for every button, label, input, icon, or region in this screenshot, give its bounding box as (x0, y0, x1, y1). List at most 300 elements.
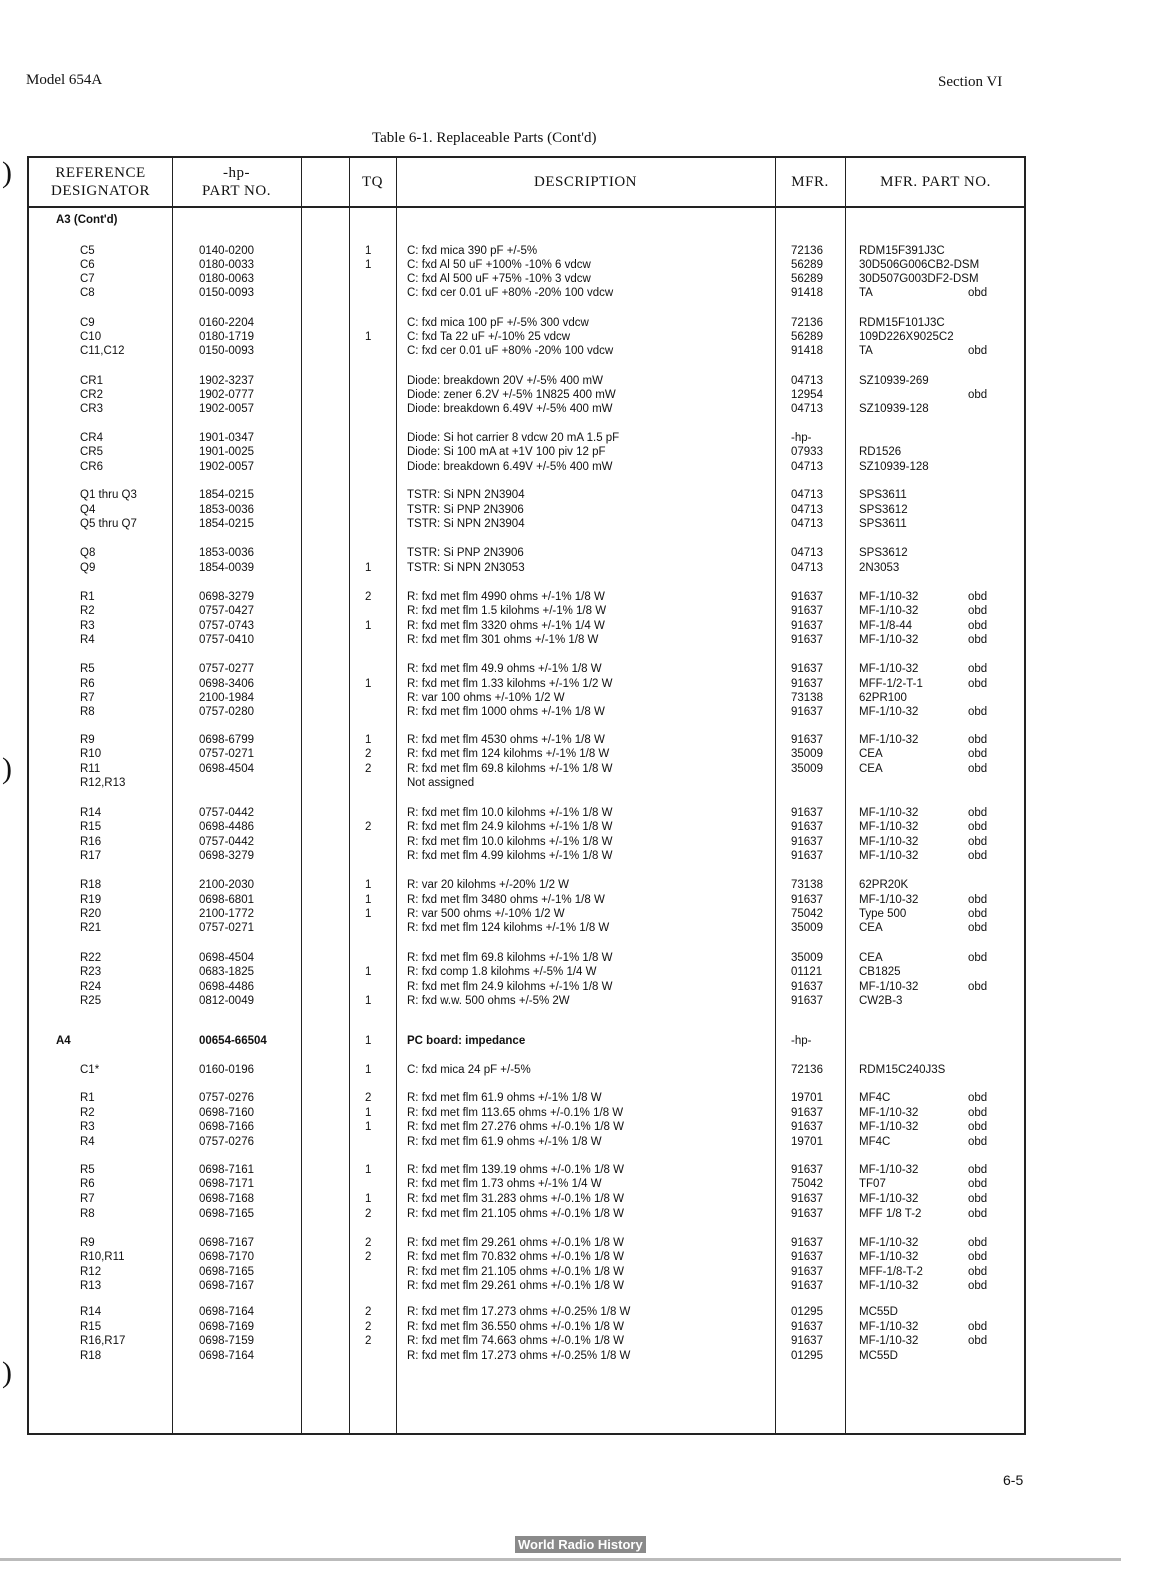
table-row (29, 1305, 1024, 1319)
mfr-cell: 56289 (791, 331, 823, 343)
col-header-tq (349, 158, 396, 206)
tq-cell: 1 (365, 908, 372, 920)
reference-cell: R7 (80, 692, 95, 704)
part-number-cell: 0150-0093 (199, 345, 254, 357)
description-cell: C: fxd mica 24 pF +/-5% (407, 1064, 531, 1076)
table-row (29, 1163, 1024, 1177)
obd-cell: obd (968, 1092, 988, 1104)
part-number-cell: 0812-0049 (199, 995, 254, 1007)
obd-cell: obd (968, 634, 988, 646)
reference-cell: R15 (80, 821, 102, 833)
reference-cell: R14 (80, 807, 102, 819)
part-number-cell: 0698-4504 (199, 952, 254, 964)
table-row (29, 677, 1024, 691)
description-cell: Diode: Si hot carrier 8 vdcw 20 mA 1.5 pF (407, 432, 620, 444)
reference-cell: R8 (80, 706, 95, 718)
mfr-cell: 91637 (791, 663, 823, 675)
part-number-cell: 0757-0276 (199, 1136, 254, 1148)
reference-cell: R21 (80, 922, 102, 934)
tq-cell: 1 (365, 678, 372, 690)
col-header-description-text: DESCRIPTION (533, 174, 637, 190)
reference-cell: CR3 (80, 403, 104, 415)
description-cell: R: fxd met flm 113.65 ohms +/-0.1% 1/8 W (407, 1107, 624, 1119)
part-number-cell: 2100-1772 (199, 908, 254, 920)
mfr-cell: 04713 (791, 403, 823, 415)
mfr-part-number-cell: MF-1/10-32 (859, 1335, 919, 1347)
description-cell: TSTR: Si PNP 2N3906 (407, 547, 524, 559)
reference-cell: R1 (80, 591, 95, 603)
mfr-cell: 01121 (791, 966, 823, 978)
obd-cell: obd (968, 1121, 988, 1133)
part-number-cell: 0757-0410 (199, 634, 254, 646)
part-number-cell: 0140-0200 (199, 245, 254, 257)
model-label: Model 654A (26, 72, 103, 88)
reference-cell: C1* (80, 1064, 100, 1076)
reference-cell: R5 (80, 663, 95, 675)
part-number-cell: 1902-3237 (199, 375, 254, 387)
part-number-cell: 0757-0276 (199, 1092, 254, 1104)
mfr-part-number-cell: 62PR100 (859, 692, 907, 704)
part-number-cell: 0698-7165 (199, 1266, 254, 1278)
col-header-reference (29, 158, 172, 206)
part-number-cell: 0698-3279 (199, 591, 254, 603)
obd-cell: obd (968, 1193, 988, 1205)
description-cell: C: fxd mica 390 pF +/-5% (407, 245, 538, 257)
reference-cell: CR6 (80, 461, 104, 473)
reference-cell: C9 (80, 317, 95, 329)
mfr-part-number-cell: 30D506G006CB2-DSM (859, 259, 980, 271)
description-cell: R: fxd met flm 1.5 kilohms +/-1% 1/8 W (407, 605, 607, 617)
obd-cell: obd (968, 1251, 988, 1263)
description-cell: C: fxd cer 0.01 uF +80% -20% 100 vdcw (407, 287, 614, 299)
description-cell: R: fxd met flm 124 kilohms +/-1% 1/8 W (407, 748, 610, 760)
mfr-cell: 04713 (791, 518, 823, 530)
table-row (29, 878, 1024, 892)
description-cell: R: fxd met flm 61.9 ohms +/-1% 1/8 W (407, 1092, 602, 1104)
table-row (29, 374, 1024, 388)
obd-cell: obd (968, 981, 988, 993)
part-number-cell: 0698-7164 (199, 1306, 254, 1318)
mfr-part-number-cell: CEA (859, 952, 883, 964)
col-header-description (396, 158, 775, 206)
description-cell: R: fxd met flm 36.550 ohms +/-0.1% 1/8 W (407, 1321, 624, 1333)
tq-cell: 1 (365, 331, 372, 343)
mfr-part-number-cell: MF-1/10-32 (859, 1251, 919, 1263)
description-cell: R: fxd met flm 69.8 kilohms +/-1% 1/8 W (407, 952, 613, 964)
part-number-cell: 0698-7171 (199, 1178, 254, 1190)
mfr-cell: 75042 (791, 1178, 823, 1190)
part-number-cell: 0150-0093 (199, 287, 254, 299)
col-header-mfr-part-text: MFR. PART NO. (880, 174, 991, 190)
header-rule (29, 206, 1024, 208)
part-number-cell: 0698-7170 (199, 1251, 254, 1263)
description-cell: R: fxd met flm 49.9 ohms +/-1% 1/8 W (407, 663, 602, 675)
part-number-cell: 1853-0036 (199, 547, 254, 559)
reference-cell: R4 (80, 1136, 95, 1148)
tq-cell: 1 (365, 245, 372, 257)
description-cell: R: fxd met flm 17.273 ohms +/-0.25% 1/8 W (407, 1306, 631, 1318)
description-cell: R: fxd met flm 29.261 ohms +/-0.1% 1/8 W (407, 1280, 624, 1292)
table-row (29, 431, 1024, 445)
table-row (29, 1091, 1024, 1105)
mfr-cell: 91637 (791, 1193, 823, 1205)
part-number-cell: 0698-4504 (199, 763, 254, 775)
description-cell: R: fxd met flm 61.9 ohms +/-1% 1/8 W (407, 1136, 602, 1148)
obd-cell: obd (968, 1208, 988, 1220)
mfr-cell: 91637 (791, 1280, 823, 1292)
reference-cell: R24 (80, 981, 102, 993)
description-cell: R: fxd met flm 69.8 kilohms +/-1% 1/8 W (407, 763, 613, 775)
mfr-cell: 72136 (791, 245, 823, 257)
table-row (29, 604, 1024, 618)
mfr-part-number-cell: RD1526 (859, 446, 902, 458)
table-row (29, 488, 1024, 502)
mfr-part-number-cell: MF-1/10-32 (859, 634, 919, 646)
description-cell: R: fxd met flm 74.663 ohms +/-0.1% 1/8 W (407, 1335, 624, 1347)
mfr-part-number-cell: MF-1/10-32 (859, 1237, 919, 1249)
mfr-cell: 91637 (791, 591, 823, 603)
table-row (29, 286, 1024, 300)
reference-cell: R12 (80, 1266, 102, 1278)
description-cell: R: fxd met flm 10.0 kilohms +/-1% 1/8 W (407, 807, 613, 819)
reference-cell: Q8 (80, 547, 96, 559)
mfr-cell: 91637 (791, 850, 823, 862)
table-row (29, 1334, 1024, 1348)
reference-cell: R18 (80, 1350, 102, 1362)
tq-cell: 2 (365, 821, 372, 833)
reference-cell: C7 (80, 273, 95, 285)
reference-cell: CR4 (80, 432, 104, 444)
reference-cell: R19 (80, 894, 102, 906)
description-cell: R: fxd met flm 21.105 ohms +/-0.1% 1/8 W (407, 1208, 624, 1220)
mfr-part-number-cell: 30D507G003DF2-DSM (859, 273, 979, 285)
mfr-part-number-cell: MF-1/10-32 (859, 1193, 919, 1205)
description-cell: R: fxd met flm 1.73 ohms +/-1% 1/4 W (407, 1178, 602, 1190)
reference-cell: R14 (80, 1306, 102, 1318)
description-cell: PC board: impedance (407, 1035, 526, 1047)
table-row (29, 907, 1024, 921)
reference-cell: R16,R17 (80, 1335, 126, 1347)
mfr-cell: 91637 (791, 605, 823, 617)
obd-cell: obd (968, 1335, 988, 1347)
reference-cell: R3 (80, 620, 95, 632)
description-cell: R: fxd met flm 21.105 ohms +/-0.1% 1/8 W (407, 1266, 624, 1278)
part-number-cell: 0698-3279 (199, 850, 254, 862)
reference-cell: R9 (80, 1237, 95, 1249)
mfr-cell: 72136 (791, 1064, 823, 1076)
col-header-part-line2: PART NO. (202, 183, 271, 199)
part-number-cell: 0698-7166 (199, 1121, 254, 1133)
reference-cell: R9 (80, 734, 95, 746)
mfr-cell: 12954 (791, 389, 823, 401)
table-row (29, 951, 1024, 965)
part-number-cell: 2100-1984 (199, 692, 254, 704)
mfr-part-number-cell: 62PR20K (859, 879, 909, 891)
table-row (29, 272, 1024, 286)
part-number-cell: 0757-0442 (199, 836, 254, 848)
table-row (29, 1135, 1024, 1149)
description-cell: Diode: breakdown 6.49V +/-5% 400 mW (407, 403, 613, 415)
mfr-cell: 91637 (791, 995, 823, 1007)
mfr-part-number-cell: MF-1/10-32 (859, 1107, 919, 1119)
table-row (29, 590, 1024, 604)
mfr-part-number-cell: MF-1/8-44 (859, 620, 913, 632)
tq-cell: 1 (365, 734, 372, 746)
part-number-cell: 1854-0215 (199, 489, 254, 501)
mfr-cell: 56289 (791, 259, 823, 271)
reference-cell: R3 (80, 1121, 95, 1133)
mfr-cell: 91637 (791, 1164, 823, 1176)
obd-cell: obd (968, 908, 988, 920)
part-number-cell: 0698-4486 (199, 981, 254, 993)
mfr-part-number-cell: 2N3053 (859, 562, 900, 574)
part-number-cell: 0160-2204 (199, 317, 254, 329)
mfr-part-number-cell: MF-1/10-32 (859, 1321, 919, 1333)
mfr-cell: 91637 (791, 1335, 823, 1347)
mfr-part-number-cell: CEA (859, 763, 883, 775)
part-number-cell: 0698-7168 (199, 1193, 254, 1205)
part-number-cell: 1854-0215 (199, 518, 254, 530)
reference-cell: R18 (80, 879, 102, 891)
reference-cell: R10 (80, 748, 102, 760)
table-row (29, 561, 1024, 575)
mfr-cell: 35009 (791, 763, 823, 775)
obd-cell: obd (968, 287, 988, 299)
description-cell: C: fxd cer 0.01 uF +80% -20% 100 vdcw (407, 345, 614, 357)
tq-cell: 1 (365, 1193, 372, 1205)
obd-cell: obd (968, 894, 988, 906)
reference-cell: R15 (80, 1321, 102, 1333)
table-title: Table 6-1. Replaceable Parts (Cont'd) (372, 130, 597, 146)
margin-mark: ) (2, 1356, 12, 1389)
mfr-part-number-cell: RDM15C240J3S (859, 1064, 946, 1076)
description-cell: R: var 500 ohms +/-10% 1/2 W (407, 908, 565, 920)
reference-cell: R16 (80, 836, 102, 848)
table-row (29, 1349, 1024, 1363)
mfr-part-number-cell: MF-1/10-32 (859, 1164, 919, 1176)
mfr-cell: 56289 (791, 273, 823, 285)
part-number-cell: 2100-2030 (199, 879, 254, 891)
part-number-cell: 1902-0057 (199, 403, 254, 415)
mfr-part-number-cell: MF-1/10-32 (859, 1280, 919, 1292)
reference-cell: CR5 (80, 446, 104, 458)
mfr-part-number-cell: MF-1/10-32 (859, 663, 919, 675)
tq-cell: 1 (365, 894, 372, 906)
description-cell: C: fxd Al 50 uF +100% -10% 6 vdcw (407, 259, 591, 271)
reference-cell: CR1 (80, 375, 104, 387)
tq-cell: 1 (365, 1121, 372, 1133)
col-header-reference-line2: DESIGNATOR (51, 183, 150, 199)
mfr-cell: 91637 (791, 1121, 823, 1133)
part-number-cell: 0757-0277 (199, 663, 254, 675)
reference-cell: C5 (80, 245, 95, 257)
mfr-cell: 72136 (791, 317, 823, 329)
description-cell: R: fxd met flm 3320 ohms +/-1% 1/4 W (407, 620, 605, 632)
description-cell: R: fxd met flm 10.0 kilohms +/-1% 1/8 W (407, 836, 613, 848)
description-cell: R: fxd w.w. 500 ohms +/-5% 2W (407, 995, 570, 1007)
mfr-cell: 91637 (791, 734, 823, 746)
table-row (29, 402, 1024, 416)
mfr-part-number-cell: SPS3611 (859, 518, 907, 530)
mfr-part-number-cell: MF-1/10-32 (859, 605, 919, 617)
mfr-cell: 91637 (791, 620, 823, 632)
reference-cell: CR2 (80, 389, 104, 401)
mfr-cell: 91637 (791, 678, 823, 690)
mfr-cell: 75042 (791, 908, 823, 920)
tq-cell: 1 (365, 620, 372, 632)
mfr-part-number-cell: SPS3611 (859, 489, 907, 501)
mfr-part-number-cell: MFF-1/8-T-2 (859, 1266, 923, 1278)
tq-cell: 2 (365, 748, 372, 760)
mfr-cell: -hp- (791, 1035, 812, 1047)
mfr-cell: 91637 (791, 634, 823, 646)
col-header-reference-line1: REFERENCE (55, 165, 146, 181)
mfr-part-number-cell: SPS3612 (859, 547, 908, 559)
footer-rule (0, 1558, 1121, 1561)
mfr-cell: 91637 (791, 1237, 823, 1249)
col-header-mfr-text: MFR. (791, 174, 829, 190)
table-row (29, 921, 1024, 935)
description-cell: R: fxd met flm 70.832 ohms +/-0.1% 1/8 W (407, 1251, 624, 1263)
margin-mark: ) (2, 752, 12, 785)
mfr-part-number-cell: MF-1/10-32 (859, 836, 919, 848)
mfr-cell: 19701 (791, 1092, 823, 1104)
table-row (29, 965, 1024, 979)
mfr-cell: 35009 (791, 748, 823, 760)
description-cell: R: fxd met flm 124 kilohms +/-1% 1/8 W (407, 922, 610, 934)
table-row (29, 503, 1024, 517)
mfr-part-number-cell: SZ10939-269 (859, 375, 929, 387)
description-cell: R: fxd met flm 301 ohms +/-1% 1/8 W (407, 634, 599, 646)
part-number-cell: 1901-0347 (199, 432, 254, 444)
mfr-part-number-cell: CB1825 (859, 966, 901, 978)
reference-cell: C8 (80, 287, 95, 299)
part-number-cell: 0757-0280 (199, 706, 254, 718)
mfr-cell: 19701 (791, 1136, 823, 1148)
tq-cell: 1 (365, 562, 372, 574)
description-cell: Diode: Si 100 mA at +1V 100 piv 12 pF (407, 446, 606, 458)
reference-cell: R17 (80, 850, 102, 862)
table-row (29, 849, 1024, 863)
col-header-tq-text: TQ (362, 174, 383, 190)
part-number-cell: 00654-66504 (199, 1035, 267, 1047)
description-cell: TSTR: Si NPN 2N3904 (407, 489, 525, 501)
description-cell: Not assigned (407, 777, 475, 789)
mfr-cell: 91637 (791, 807, 823, 819)
table-row (29, 705, 1024, 719)
obd-cell: obd (968, 1321, 988, 1333)
tq-cell: 1 (365, 879, 372, 891)
reference-cell: R5 (80, 1164, 95, 1176)
part-number-cell: 0757-0442 (199, 807, 254, 819)
part-number-cell: 0180-0033 (199, 259, 254, 271)
part-number-cell: 0757-0271 (199, 922, 254, 934)
mfr-cell: 04713 (791, 504, 823, 516)
description-cell: R: fxd comp 1.8 kilohms +/-5% 1/4 W (407, 966, 597, 978)
table-row (29, 1177, 1024, 1191)
table-row (29, 747, 1024, 761)
mfr-cell: 04713 (791, 489, 823, 501)
mfr-part-number-cell: MF-1/10-32 (859, 894, 919, 906)
mfr-part-number-cell: MF-1/10-32 (859, 850, 919, 862)
table-row (29, 1320, 1024, 1334)
reference-cell: R2 (80, 605, 95, 617)
tq-cell: 1 (365, 259, 372, 271)
description-cell: TSTR: Si NPN 2N3053 (407, 562, 525, 574)
table-row (29, 330, 1024, 344)
tq-cell: 1 (365, 1064, 372, 1076)
mfr-cell: 91637 (791, 1321, 823, 1333)
mfr-part-number-cell: MC55D (859, 1350, 898, 1362)
description-cell: R: fxd met flm 31.283 ohms +/-0.1% 1/8 W (407, 1193, 624, 1205)
description-cell: Diode: breakdown 20V +/-5% 400 mW (407, 375, 603, 387)
group-row (29, 1034, 1024, 1048)
mfr-part-number-cell: RDM15F391J3C (859, 245, 945, 257)
mfr-part-number-cell: Type 500 (859, 908, 907, 920)
obd-cell: obd (968, 1237, 988, 1249)
section-label: Section VI (938, 74, 1003, 90)
table-row (29, 316, 1024, 330)
reference-cell: C11,C12 (80, 345, 125, 357)
table-row (29, 806, 1024, 820)
mfr-cell: 04713 (791, 461, 823, 473)
obd-cell: obd (968, 952, 988, 964)
table-row (29, 633, 1024, 647)
table-row (29, 733, 1024, 747)
description-cell: R: fxd met flm 29.261 ohms +/-0.1% 1/8 W (407, 1237, 624, 1249)
mfr-part-number-cell: MF-1/10-32 (859, 807, 919, 819)
description-cell: R: fxd met flm 3480 ohms +/-1% 1/8 W (407, 894, 605, 906)
description-cell: R: fxd met flm 4530 ohms +/-1% 1/8 W (407, 734, 605, 746)
mfr-part-number-cell: SPS3612 (859, 504, 908, 516)
reference-cell: Q4 (80, 504, 96, 516)
description-cell: Diode: zener 6.2V +/-5% 1N825 400 mW (407, 389, 616, 401)
tq-cell: 1 (365, 1035, 372, 1047)
tq-cell: 1 (365, 1107, 372, 1119)
reference-cell: R12,R13 (80, 777, 126, 789)
part-number-cell: 1902-0057 (199, 461, 254, 473)
part-number-cell: 0698-7165 (199, 1208, 254, 1220)
description-cell: R: fxd met flm 1000 ohms +/-1% 1/8 W (407, 706, 605, 718)
tq-cell: 2 (365, 1208, 372, 1220)
col-header-mfr (775, 158, 845, 206)
table-row (29, 1063, 1024, 1077)
part-number-cell: 0698-7161 (199, 1164, 254, 1176)
reference-cell: R6 (80, 1178, 95, 1190)
table-row (29, 344, 1024, 358)
reference-cell: C10 (80, 331, 102, 343)
reference-cell: R25 (80, 995, 102, 1007)
table-row (29, 980, 1024, 994)
mfr-part-number-cell: MF-1/10-32 (859, 591, 919, 603)
mfr-part-number-cell: TF07 (859, 1178, 886, 1190)
mfr-part-number-cell: MF4C (859, 1136, 891, 1148)
mfr-part-number-cell: MFF-1/2-T-1 (859, 678, 923, 690)
tq-cell: 2 (365, 591, 372, 603)
description-cell: TSTR: Si NPN 2N3904 (407, 518, 525, 530)
mfr-part-number-cell: TA (859, 345, 873, 357)
obd-cell: obd (968, 1266, 988, 1278)
part-number-cell: 1902-0777 (199, 389, 254, 401)
table-row (29, 517, 1024, 531)
part-number-cell: 0698-7167 (199, 1280, 254, 1292)
table-row (29, 1120, 1024, 1134)
tq-cell: 2 (365, 1335, 372, 1347)
tq-cell: 2 (365, 763, 372, 775)
table-row (29, 994, 1024, 1008)
group-row (29, 213, 1024, 227)
mfr-cell: 91637 (791, 821, 823, 833)
